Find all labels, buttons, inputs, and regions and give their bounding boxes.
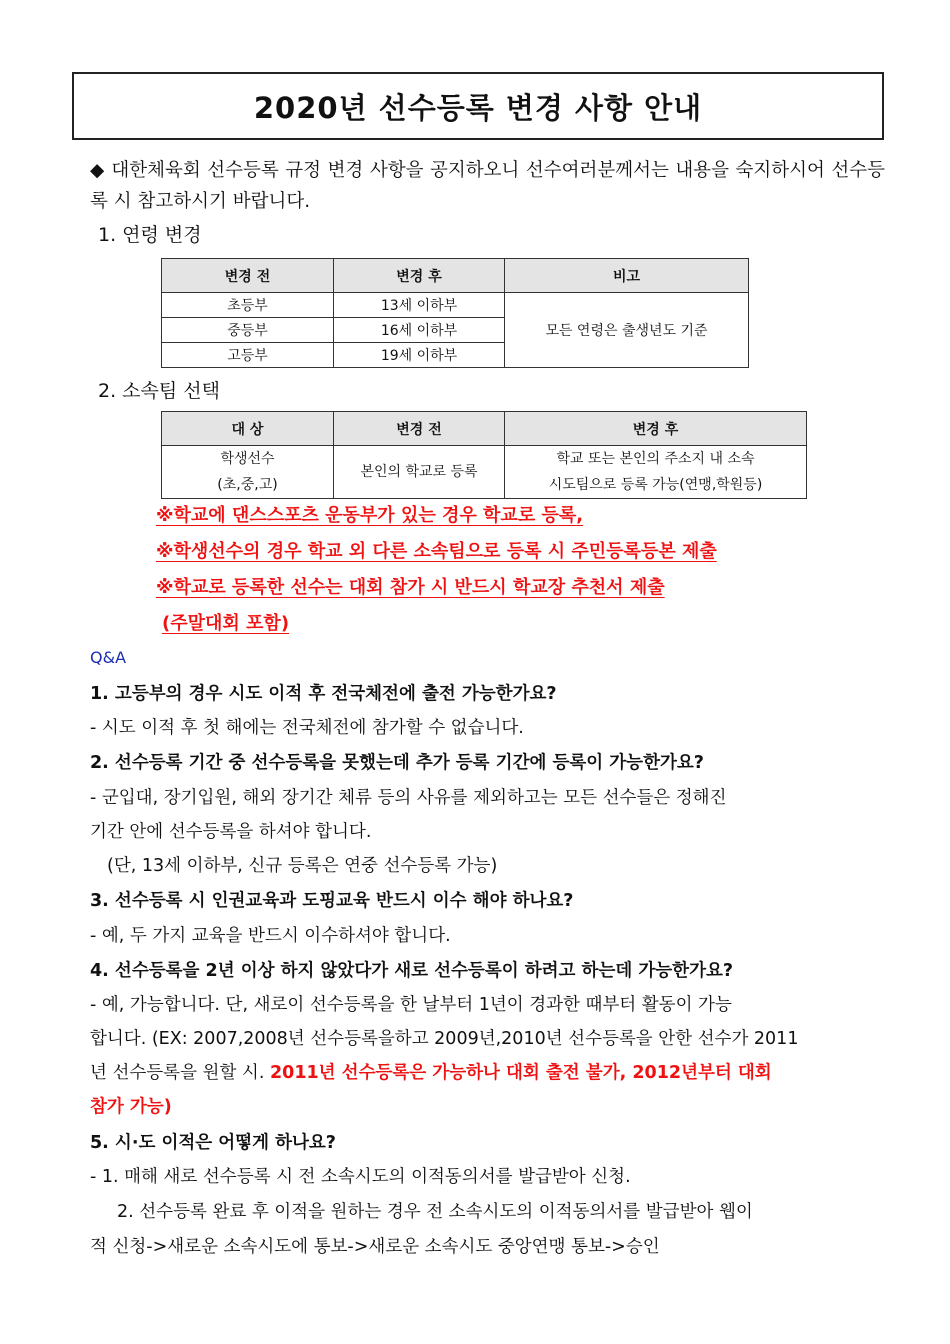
question-2: 2. 선수등록 기간 중 선수등록을 못했는데 추가 등록 기간에 등록이 가능한가요? [90,753,704,773]
answer-2-line3: (단, 13세 이하부, 신규 등록은 연중 선수등록 가능) [107,856,498,876]
table-cell [162,446,334,499]
answer-2-line1: - 군입대, 장기입원, 해외 장기간 체류 등의 사유를 제외하고는 모든 선수들은 정해진 [90,788,727,808]
page-title: 2020년 선수등록 변경 사항 안내 [253,90,703,125]
table-header: 변경 전 [162,259,334,293]
intro-paragraph: ◆ 대한체육회 선수등록 규정 변경 사항을 공지하오니 선수여러분께서는 내용을 숙지하시어 선수등록 시 참고하시기 바랍니다. [90,160,885,212]
after-line: 시도팀으로 등록 가능(연맹,학원등) [548,477,763,493]
answer-4-line4: 참가 가능) [90,1097,172,1117]
note-2: ※학생선수의 경우 학교 외 다른 소속팀으로 등록 시 주민등록등본 제출 [156,541,717,562]
age-change-table [161,258,749,368]
target-line: (초,중,고) [217,477,278,493]
answer-4-line2: 합니다. (EX: 2007,2008년 선수등록을하고 2009년,2010년 선수등록을 안한 선수가 2011 [90,1029,799,1049]
section2-heading: 2. 소속팀 선택 [98,380,220,402]
table-cell: 중등부 [162,318,334,343]
note-3: ※학교로 등록한 선수는 대회 참가 시 반드시 학교장 추천서 제출 [156,577,665,598]
answer-5-line3: 적 신청->새로운 소속시도에 통보->새로운 소속시도 중앙연맹 통보->승인 [90,1237,660,1257]
title-box [72,72,884,140]
table-cell: 16세 이하부 [334,318,505,343]
answer-4-text: 년 선수등록을 원할 시. [90,1063,270,1083]
answer-1: - 시도 이적 후 첫 해에는 전국체전에 참가할 수 없습니다. [90,718,524,738]
table-note-cell: 모든 연령은 출생년도 기준 [505,293,749,368]
answer-4-line1: - 예, 가능합니다. 단, 새로이 선수등록을 한 날부터 1년이 경과한 때부터 활동이 가능 [90,995,732,1015]
table-cell: 본인의 학교로 등록 [334,446,505,499]
table-row [162,446,807,499]
note-1: ※학교에 댄스스포츠 운동부가 있는 경우 학교로 등록, [156,505,584,526]
table-header: 변경 전 [334,412,505,446]
table-row [162,293,749,318]
answer-4-highlight: 2011년 선수등록은 가능하나 대회 출전 불가, 2012년부터 대회 [269,1063,772,1083]
table-header: 변경 후 [334,259,505,293]
answer-4-line3 [90,1059,885,1084]
question-1: 1. 고등부의 경우 시도 이적 후 전국체전에 출전 가능한가요? [90,684,557,704]
answer-2-line2: 기간 안에 선수등록을 하셔야 합니다. [90,822,372,842]
question-4: 4. 선수등록을 2년 이상 하지 않았다가 새로 선수등록이 하려고 하는데 가능한가요? [90,961,734,981]
table-cell: 초등부 [162,293,334,318]
team-choice-table [161,411,807,499]
answer-3: - 예, 두 가지 교육을 반드시 이수하셔야 합니다. [90,926,451,946]
table-cell [505,446,807,499]
answer-5-line1: - 1. 매해 새로 선수등록 시 전 소속시도의 이적동의서를 발급받아 신청. [90,1167,631,1187]
table-header: 비고 [505,259,749,293]
table-cell: 13세 이하부 [334,293,505,318]
question-3: 3. 선수등록 시 인권교육과 도핑교육 반드시 이수 해야 하나요? [90,891,574,911]
question-5: 5. 시·도 이적은 어떻게 하나요? [90,1133,336,1153]
table-header: 변경 후 [505,412,807,446]
target-line: 학생선수 [220,451,275,467]
note-4: (주말대회 포함) [162,613,290,634]
table-cell: 고등부 [162,343,334,368]
qa-title: Q&A [90,648,127,667]
answer-5-line2: 2. 선수등록 완료 후 이적을 원하는 경우 전 소속시도의 이적동의서를 발급받아 웹이 [117,1202,753,1222]
table-cell: 19세 이하부 [334,343,505,368]
table-header: 대 상 [162,412,334,446]
section1-heading: 1. 연령 변경 [98,224,202,246]
after-line: 학교 또는 본인의 주소지 내 소속 [556,451,755,467]
